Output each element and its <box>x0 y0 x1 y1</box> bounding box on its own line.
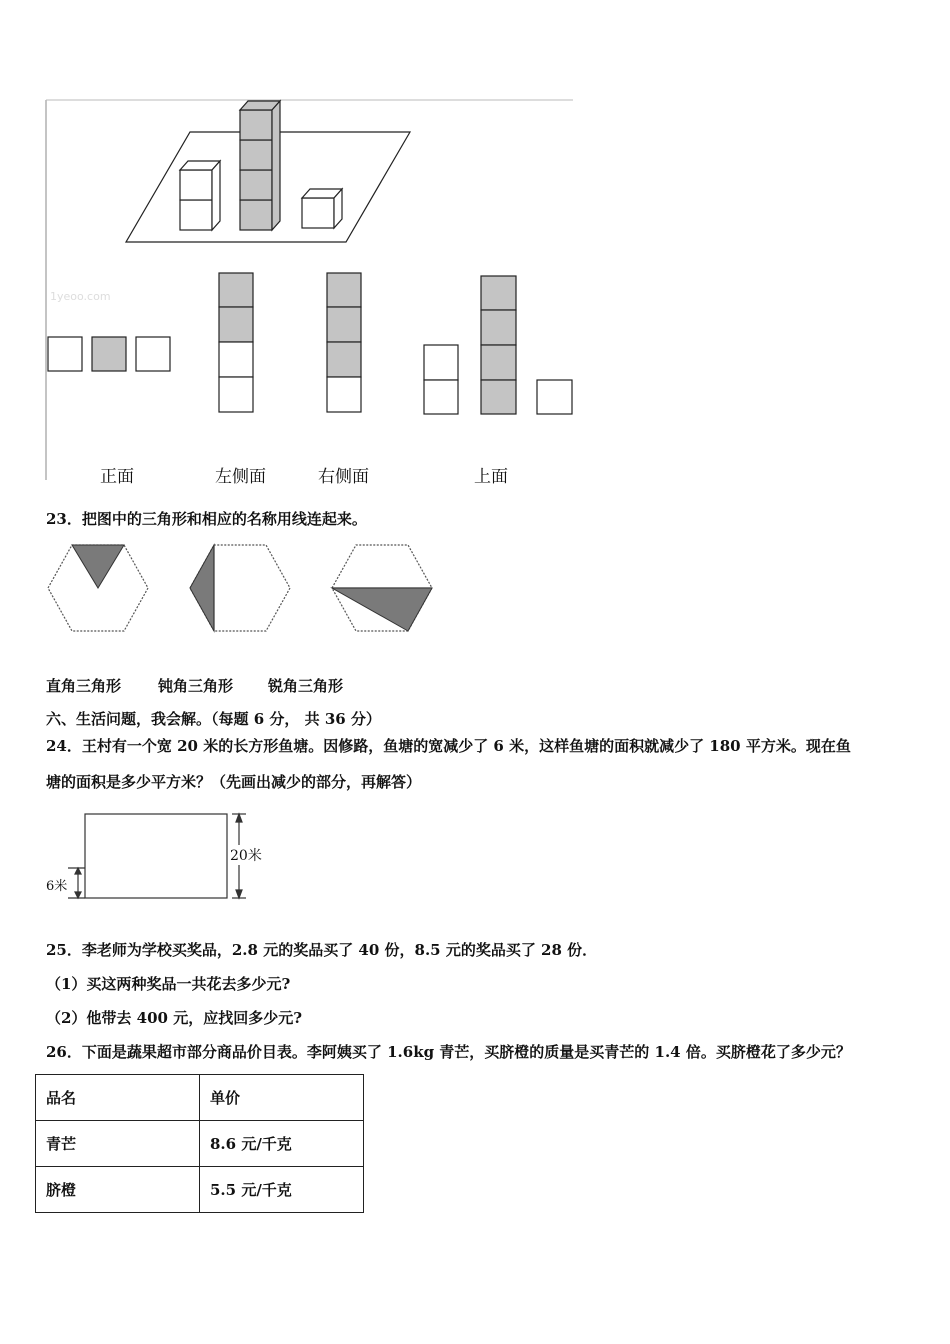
label-right-side: 右侧面 <box>318 467 369 487</box>
cell-price: 5.5 元/千克 <box>200 1167 364 1213</box>
middle-cube-stack <box>240 101 280 230</box>
q25-sub1: （1）买这两种奖品一共花去多少元? <box>46 975 291 993</box>
pond-diagram <box>68 814 246 898</box>
label-20m: 20米 <box>229 845 263 865</box>
left-side-view <box>219 273 253 412</box>
q23-name-obtuse: 钝角三角形 <box>158 677 234 695</box>
label-front: 正面 <box>100 467 134 487</box>
top-view <box>424 276 572 414</box>
price-table <box>35 1074 364 1213</box>
cell-item: 脐橙 <box>36 1167 200 1213</box>
q25-text: 25．李老师为学校买奖品，2.8 元的奖品买了 40 份，8.5 元的奖品买了 28 份． <box>46 941 598 959</box>
section6-title: 六、生活问题，我会解。（每题 6 分， 共 36 分） <box>46 710 381 728</box>
q23-name-right: 直角三角形 <box>46 677 122 695</box>
label-top: 上面 <box>474 467 508 487</box>
label-6m: 6米 <box>46 879 68 894</box>
q23-text: 23．把图中的三角形和相应的名称用线连起来。 <box>46 510 367 528</box>
q26-text: 26．下面是蔬果超市部分商品价目表。李阿姨买了 1.6kg 青芒，买脐橙的质量是买青芒的 1.4 倍。买脐橙花了多少元？ <box>46 1043 851 1061</box>
cell-item: 青芒 <box>36 1121 200 1167</box>
label-left-side: 左侧面 <box>215 467 266 487</box>
table-header-row <box>36 1075 364 1121</box>
header-price: 单价 <box>200 1075 364 1121</box>
right-side-view <box>327 273 361 412</box>
header-name: 品名 <box>36 1075 200 1121</box>
hexagon-1 <box>48 545 148 631</box>
q23-name-acute: 锐角三角形 <box>268 677 344 695</box>
q24-line2: 塘的面积是多少平方米？（先画出减少的部分，再解答） <box>46 773 422 791</box>
q25-sub2: （2）他带去 400 元，应找回多少元? <box>46 1009 302 1027</box>
q24-line1: 24．王村有一个宽 20 米的长方形鱼塘。因修路，鱼塘的宽减少了 6 米，这样鱼塘的面积就减少了 180 平方米。现在鱼 <box>46 737 851 755</box>
watermark: 1yeoo.com <box>50 290 111 303</box>
right-cube <box>302 189 342 228</box>
table-row <box>36 1167 364 1213</box>
table-row <box>36 1121 364 1167</box>
front-view <box>48 337 170 371</box>
hexagon-3 <box>332 545 432 631</box>
cell-price: 8.6 元/千克 <box>200 1121 364 1167</box>
hexagon-2 <box>190 545 290 631</box>
left-cube-stack <box>180 161 220 230</box>
